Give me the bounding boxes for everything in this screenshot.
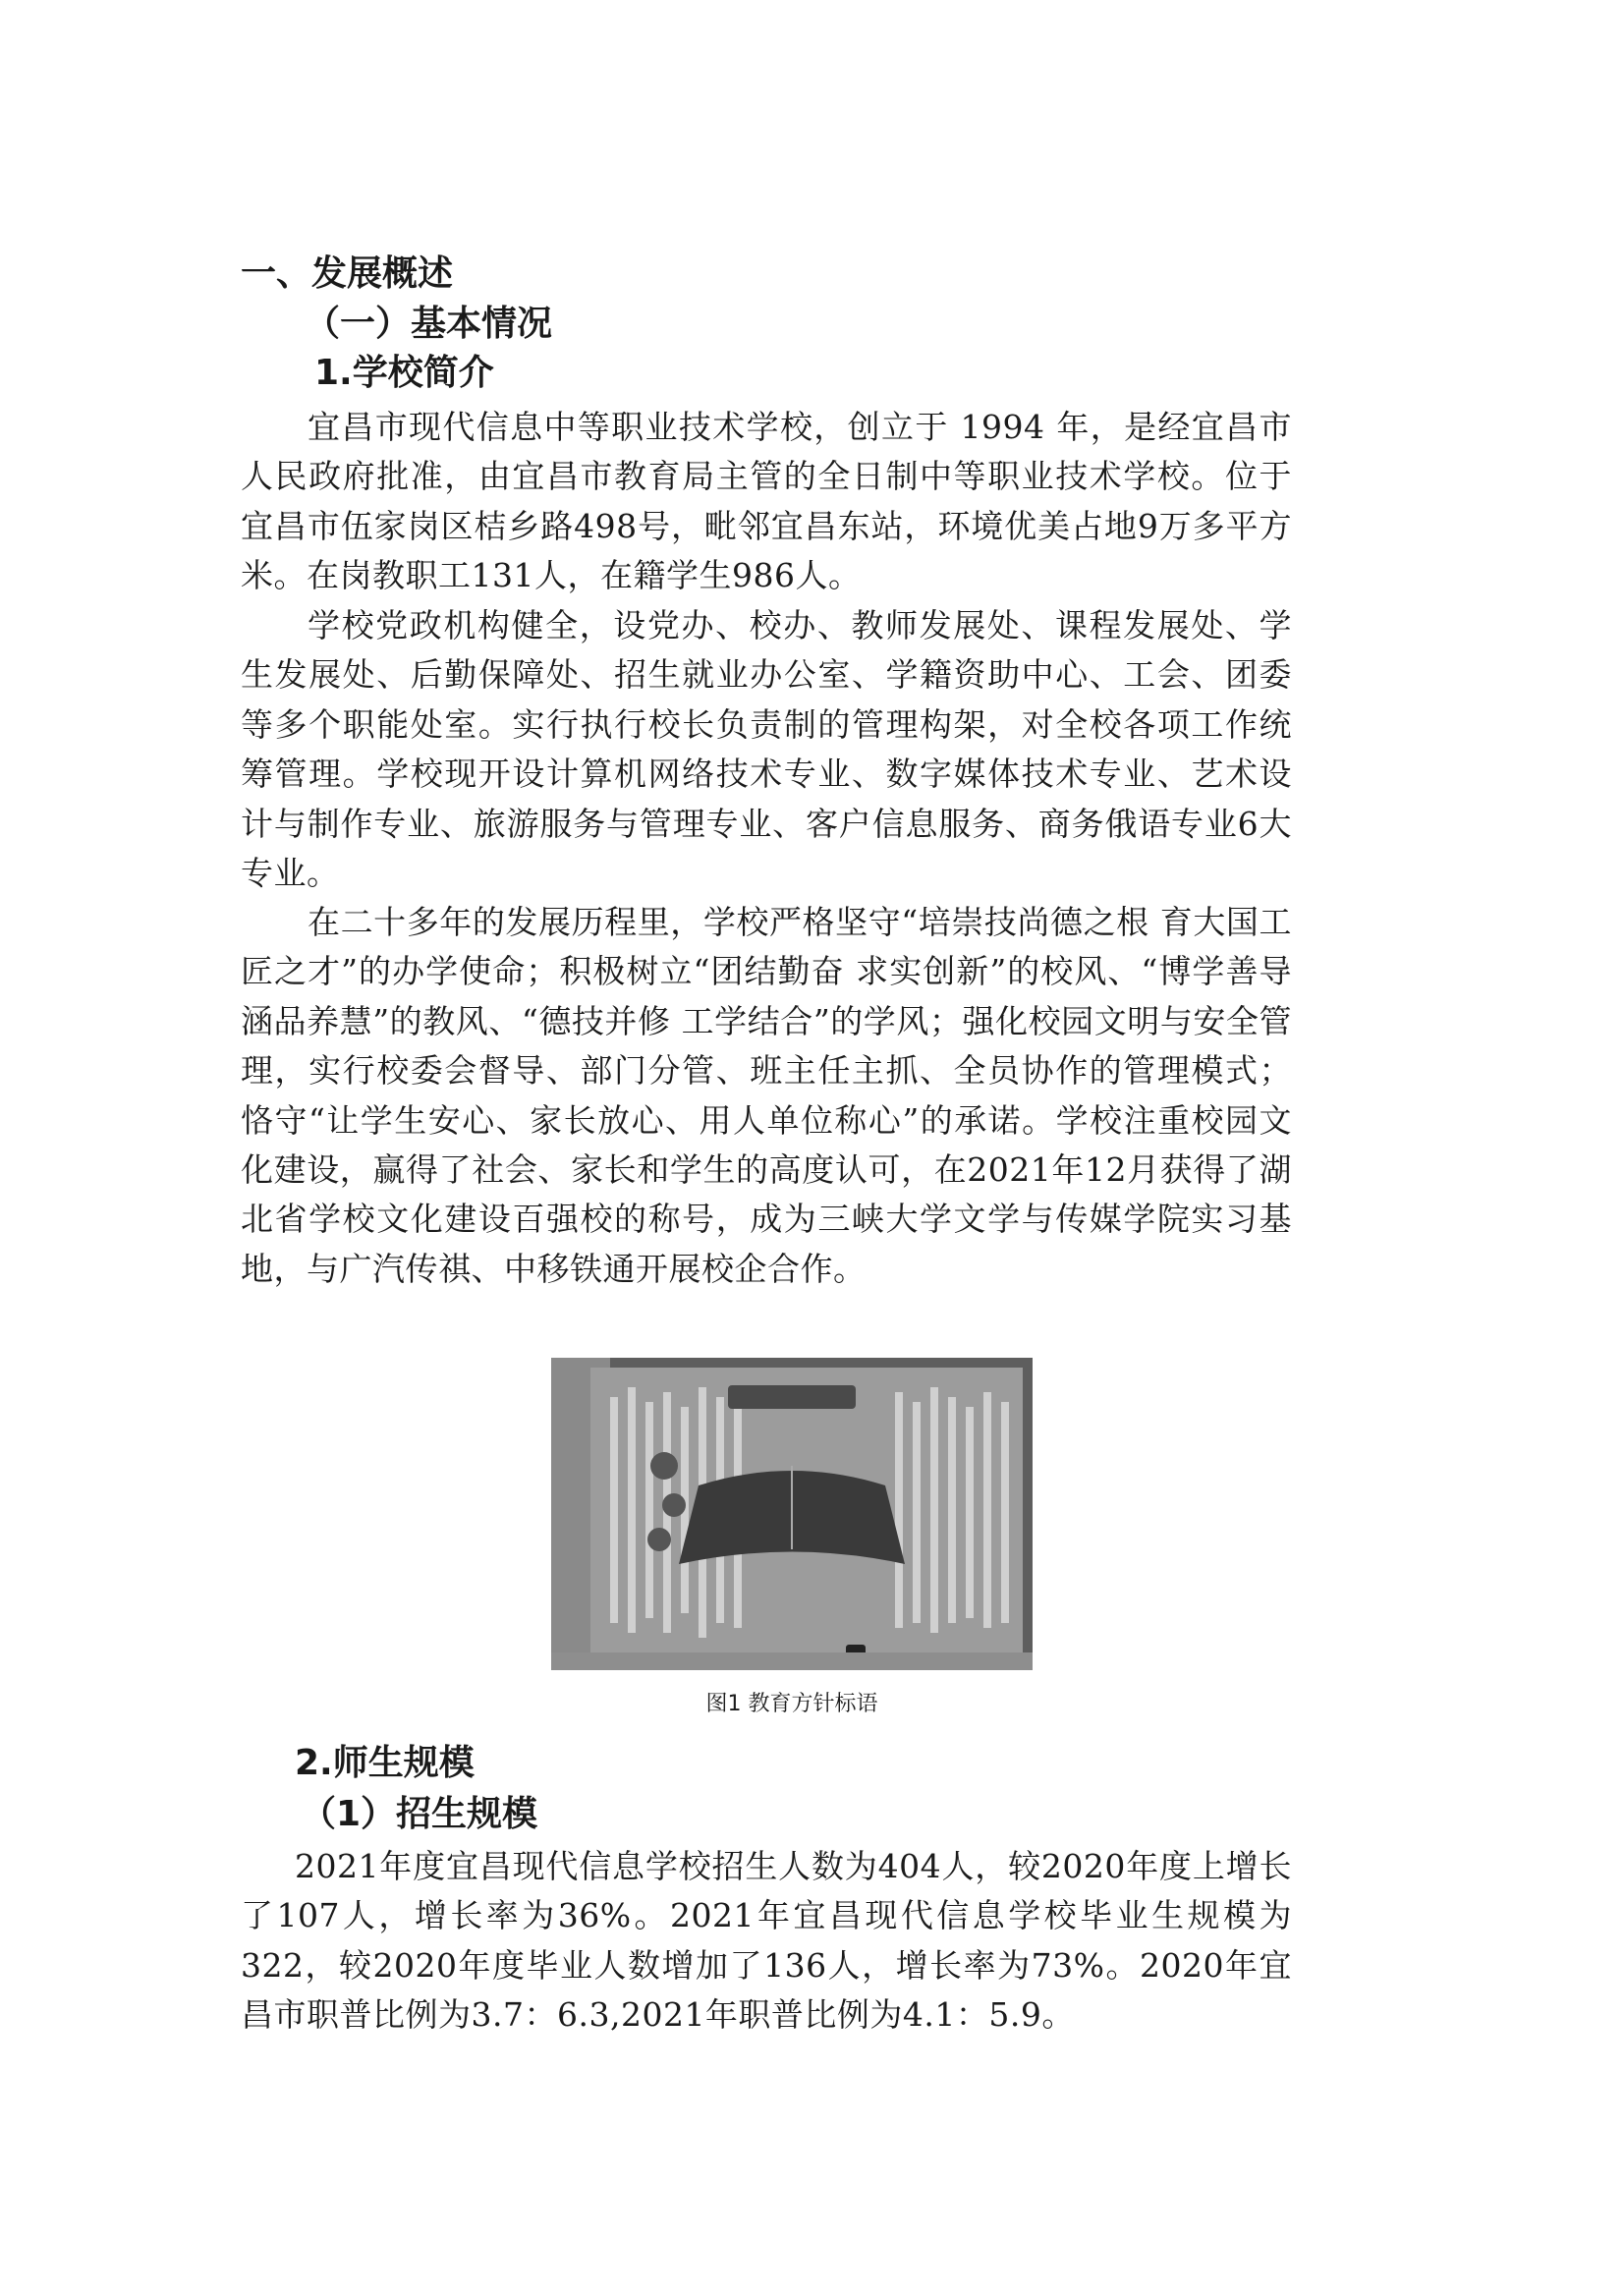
paragraph-history: 在二十多年的发展历程里，学校严格坚守“培崇技尚德之根 育大国工匠之才”的办学使命；积极树立“团结勤奋 求实创新”的校风、“博学善导 涵品养慧”的教风、“德技并修 工学结合”的学风；强化校园文明与安全管理，实行校委会督导、部门分管、班主任主抓、全员协作的管理模式；恪守“让学生安心、家长放心、用人单位称心”的承诺。学校注重校园文化建设，赢得了社会、家长和学生的高度认可，在2021年12月获得了湖北省学校文化建设百强校的称号，成为三峡大学文学与传媒学院实习基地，与广汽传祺、中移铁通开展校企合作。 — [241, 903, 1292, 1288]
paragraph-enrollment: 2021年度宜昌现代信息学校招生人数为404人，较2020年度上增长了107人，增长率为36%。2021年宜昌现代信息学校毕业生规模为322，较2020年度毕业人数增加了136人，增长率为73%。2020年宜昌市职普比例为3.7：6.3,2021年职普比例为4.1：5.9。 — [241, 1847, 1292, 2035]
education-policy-photo-drawing — [551, 1358, 1033, 1670]
subsection-heading-basic-info: （一）基本情况 — [305, 304, 553, 344]
subheading-enrollment-scale: （1）招生规模 — [301, 1794, 538, 1834]
subheading-school-profile: 1.学校简介 — [314, 353, 494, 393]
paragraph-school-intro: 宜昌市现代信息中等职业技术学校，创立于 1994 年，是经宜昌市人民政府批准，由宜昌市教育局主管的全日制中等职业技术学校。位于宜昌市伍家岗区桔乡路498号，毗邻宜昌东站，环境优美占地9万多平方米。在岗教职工131人，在籍学生986人。 — [241, 408, 1292, 595]
paragraph-organization: 学校党政机构健全，设党办、校办、教师发展处、课程发展处、学生发展处、后勤保障处、招生就业办公室、学籍资助中心、工会、团委等多个职能处室。实行执行校长负责制的管理构架，对全校各项工作统筹管理。学校现开设计算机网络技术专业、数字媒体技术专业、艺术设计与制作专业、旅游服务与管理专业、客户信息服务、商务俄语专业6大专业。 — [241, 606, 1292, 893]
education-policy-photo — [551, 1358, 1033, 1670]
subheading-teacher-student-scale: 2.师生规模 — [295, 1743, 475, 1783]
section-heading-development-overview: 一、发展概述 — [241, 253, 454, 294]
figure-caption: 图1 教育方针标语 — [705, 1692, 878, 1716]
